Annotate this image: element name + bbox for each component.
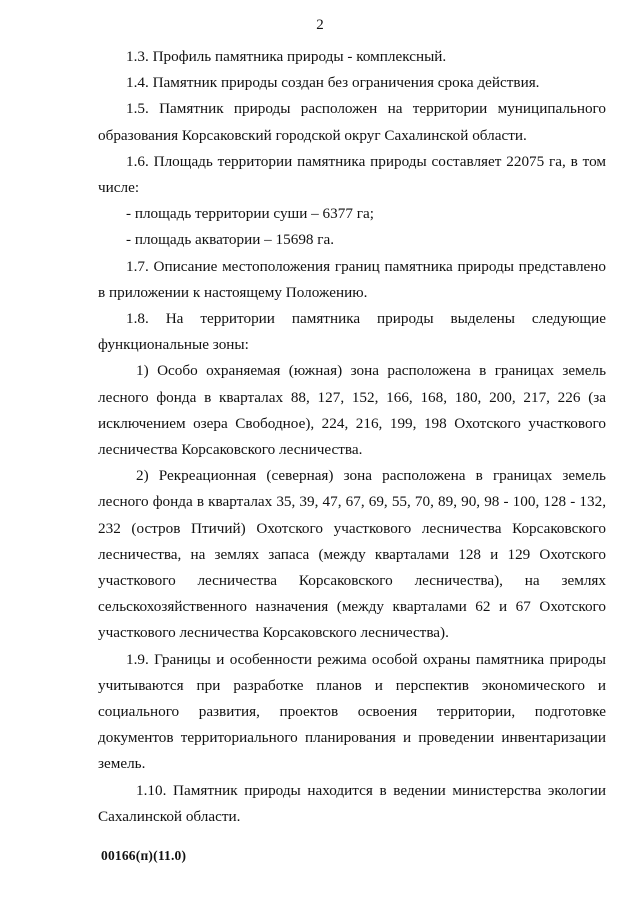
- paragraph-1-6: 1.6. Площадь территории памятника природы составляет 22075 га, в том числе:: [98, 152, 606, 197]
- paragraph-1-9: 1.9. Границы и особенности режима особой охраны памятника природы учитываются при разработке планов и перспектив экономического и социального развития, проектов освоения территории, подготовке документов территориального планирования и проведении инвентаризации земель.: [98, 650, 606, 773]
- paragraph-1-5: 1.5. Памятник природы расположен на территории муниципального образования Корсаковский городской округ Сахалинской области.: [98, 100, 606, 144]
- zone-2-paragraph: 2) Рекреационная (северная) зона расположена в границах земель лесного фонда в кварталах 35, 39, 47, 67, 69, 55, 70, 89, 90, 98 - 100, 128 - 132, 232 (остров Птичий) Охотского участкового лесничества Корсаковского лесничества, на землях запаса (между кварталами 128 и 129 Охотского участкового лесничества Корсаковского лесничества), на землях сельскохозяйственного назначения (между кварталами 62 и 67 Охотского участкового лесничества Корсаковского лесничества).: [98, 467, 606, 642]
- page-number: 2: [316, 17, 324, 33]
- paragraph-1-10: 1.10. Памятник природы находится в ведении министерства экологии Сахалинской области.: [98, 781, 606, 825]
- water-area-item: - площадь акватории – 15698 га.: [126, 231, 335, 249]
- paragraph-1-4: 1.4. Памятник природы создан без ограничения срока действия.: [126, 74, 540, 92]
- zone-1-paragraph: 1) Особо охраняемая (южная) зона расположена в границах земель лесного фонда в кварталах 88, 127, 152, 166, 168, 180, 200, 217, 226 (за исключением озера Свободное), 224, 216, 199, 198 Охотского участкового лесничества Корсаковского лесничества.: [98, 362, 606, 459]
- paragraph-1-7: 1.7. Описание местоположения границ памятника природы представлено в приложении к настоящему Положению.: [98, 257, 606, 301]
- paragraph-1-8: 1.8. На территории памятника природы выделены следующие функциональные зоны:: [98, 310, 606, 354]
- document-body: [98, 44, 606, 830]
- document-code: 00166(п)(11.0): [101, 848, 187, 863]
- land-area-item: - площадь территории суши – 6377 га;: [126, 205, 374, 223]
- paragraph-1-3: 1.3. Профиль памятника природы - комплексный.: [126, 48, 447, 65]
